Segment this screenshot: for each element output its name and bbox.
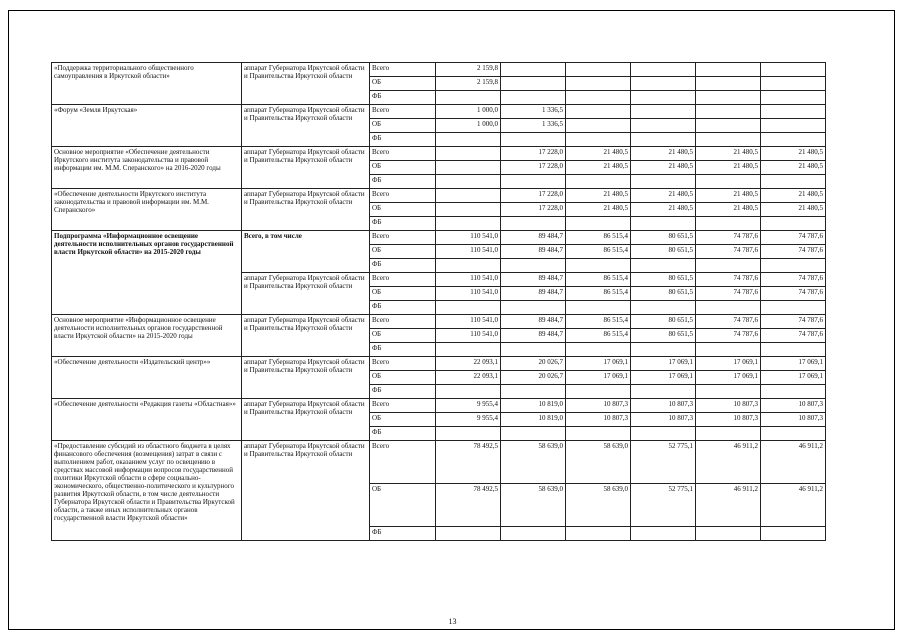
amount-cell bbox=[696, 133, 761, 147]
amount-cell bbox=[631, 77, 696, 91]
amount-cell bbox=[761, 259, 826, 273]
amount-cell bbox=[696, 77, 761, 91]
amount-cell: 86 515,4 bbox=[566, 231, 631, 245]
amount-cell bbox=[631, 105, 696, 119]
amount-cell: 78 492,5 bbox=[436, 441, 501, 484]
amount-cell bbox=[436, 189, 501, 203]
amount-cell: 21 480,5 bbox=[631, 161, 696, 175]
amount-cell bbox=[761, 175, 826, 189]
amount-cell bbox=[566, 105, 631, 119]
amount-cell: 21 480,5 bbox=[761, 189, 826, 203]
amount-cell: 2 159,8 bbox=[436, 77, 501, 91]
funding-source: ФБ bbox=[370, 259, 436, 273]
amount-cell: 17 069,1 bbox=[761, 357, 826, 371]
amount-cell bbox=[696, 259, 761, 273]
amount-cell: 110 541,0 bbox=[436, 231, 501, 245]
amount-cell: 110 541,0 bbox=[436, 287, 501, 301]
amount-cell: 80 651,5 bbox=[631, 287, 696, 301]
amount-cell bbox=[501, 343, 566, 357]
amount-cell: 17 069,1 bbox=[696, 357, 761, 371]
amount-cell: 17 069,1 bbox=[696, 371, 761, 385]
amount-cell: 74 787,6 bbox=[696, 287, 761, 301]
amount-cell bbox=[436, 527, 501, 541]
program-title: Основное мероприятие «Информационное освещение деятельности исполнительных органов государственной власти Иркутской области» на 2015-2020 годы bbox=[52, 315, 242, 357]
amount-cell: 17 228,0 bbox=[501, 161, 566, 175]
amount-cell: 74 787,6 bbox=[761, 273, 826, 287]
amount-cell bbox=[761, 343, 826, 357]
funding-source: ФБ bbox=[370, 343, 436, 357]
table-row bbox=[52, 105, 826, 119]
amount-cell: 10 819,0 bbox=[501, 399, 566, 413]
executor-cell: аппарат Губернатора Иркутской области и Правительства Иркутской области bbox=[242, 63, 370, 105]
executor-cell: аппарат Губернатора Иркутской области и Правительства Иркутской области bbox=[242, 399, 370, 441]
amount-cell bbox=[566, 301, 631, 315]
funding-source: ФБ bbox=[370, 175, 436, 189]
amount-cell: 21 480,5 bbox=[631, 147, 696, 161]
amount-cell: 21 480,5 bbox=[631, 203, 696, 217]
amount-cell: 58 639,0 bbox=[501, 484, 566, 527]
amount-cell: 74 787,6 bbox=[761, 315, 826, 329]
amount-cell: 89 484,7 bbox=[501, 273, 566, 287]
amount-cell bbox=[631, 133, 696, 147]
amount-cell: 74 787,6 bbox=[761, 329, 826, 343]
amount-cell: 10 819,0 bbox=[501, 413, 566, 427]
amount-cell: 17 069,1 bbox=[631, 371, 696, 385]
amount-cell: 80 651,5 bbox=[631, 231, 696, 245]
funding-source: ОБ bbox=[370, 161, 436, 175]
amount-cell: 10 807,3 bbox=[566, 413, 631, 427]
amount-cell: 52 775,1 bbox=[631, 441, 696, 484]
program-title: Основное мероприятие «Обеспечение деятельности Иркутского института законодательства и правовой информации им. М.М. Сперанского» на 2016-2020 годы bbox=[52, 147, 242, 189]
amount-cell: 10 807,3 bbox=[631, 413, 696, 427]
amount-cell: 89 484,7 bbox=[501, 329, 566, 343]
amount-cell: 1 000,0 bbox=[436, 105, 501, 119]
amount-cell: 9 955,4 bbox=[436, 413, 501, 427]
funding-source: ФБ bbox=[370, 301, 436, 315]
program-title: «Обеспечение деятельности «Редакция газеты «Областная»» bbox=[52, 399, 242, 441]
amount-cell: 110 541,0 bbox=[436, 273, 501, 287]
amount-cell: 17 228,0 bbox=[501, 189, 566, 203]
amount-cell bbox=[631, 427, 696, 441]
amount-cell: 17 228,0 bbox=[501, 147, 566, 161]
amount-cell bbox=[436, 217, 501, 231]
amount-cell bbox=[696, 105, 761, 119]
amount-cell: 74 787,6 bbox=[761, 245, 826, 259]
amount-cell: 78 492,5 bbox=[436, 484, 501, 527]
funding-source: Всего bbox=[370, 273, 436, 287]
budget-table bbox=[51, 62, 826, 541]
amount-cell bbox=[631, 301, 696, 315]
funding-source: Всего bbox=[370, 147, 436, 161]
funding-source: ФБ bbox=[370, 91, 436, 105]
executor-cell: Всего, в том числе bbox=[242, 231, 370, 273]
executor-cell: аппарат Губернатора Иркутской области и Правительства Иркутской области bbox=[242, 441, 370, 541]
amount-cell: 89 484,7 bbox=[501, 231, 566, 245]
amount-cell bbox=[501, 259, 566, 273]
amount-cell bbox=[436, 175, 501, 189]
amount-cell bbox=[631, 119, 696, 133]
amount-cell bbox=[436, 161, 501, 175]
amount-cell: 86 515,4 bbox=[566, 315, 631, 329]
amount-cell: 52 775,1 bbox=[631, 484, 696, 527]
table-row bbox=[52, 231, 826, 245]
funding-source: Всего bbox=[370, 105, 436, 119]
amount-cell bbox=[631, 217, 696, 231]
amount-cell bbox=[631, 527, 696, 541]
amount-cell: 74 787,6 bbox=[761, 231, 826, 245]
amount-cell bbox=[631, 63, 696, 77]
amount-cell: 21 480,5 bbox=[566, 161, 631, 175]
amount-cell bbox=[696, 91, 761, 105]
amount-cell bbox=[566, 91, 631, 105]
amount-cell bbox=[631, 385, 696, 399]
executor-cell: аппарат Губернатора Иркутской области и Правительства Иркутской области bbox=[242, 315, 370, 357]
table-row bbox=[52, 399, 826, 413]
amount-cell: 10 807,3 bbox=[631, 399, 696, 413]
amount-cell: 58 639,0 bbox=[566, 484, 631, 527]
amount-cell: 21 480,5 bbox=[631, 189, 696, 203]
amount-cell bbox=[761, 91, 826, 105]
amount-cell bbox=[501, 91, 566, 105]
amount-cell: 74 787,6 bbox=[696, 245, 761, 259]
amount-cell: 89 484,7 bbox=[501, 287, 566, 301]
amount-cell: 10 807,3 bbox=[566, 399, 631, 413]
amount-cell bbox=[501, 301, 566, 315]
amount-cell: 80 651,5 bbox=[631, 245, 696, 259]
funding-source: Всего bbox=[370, 231, 436, 245]
amount-cell bbox=[501, 77, 566, 91]
amount-cell: 10 807,3 bbox=[761, 413, 826, 427]
amount-cell bbox=[761, 301, 826, 315]
program-title: «Поддержка территориального общественного самоуправления в Иркутской области» bbox=[52, 63, 242, 105]
amount-cell bbox=[436, 427, 501, 441]
amount-cell: 21 480,5 bbox=[566, 203, 631, 217]
amount-cell: 21 480,5 bbox=[761, 161, 826, 175]
funding-source: Всего bbox=[370, 189, 436, 203]
amount-cell: 46 911,2 bbox=[761, 441, 826, 484]
amount-cell: 17 228,0 bbox=[501, 203, 566, 217]
amount-cell: 80 651,5 bbox=[631, 315, 696, 329]
amount-cell bbox=[436, 385, 501, 399]
amount-cell: 86 515,4 bbox=[566, 245, 631, 259]
amount-cell: 74 787,6 bbox=[696, 231, 761, 245]
amount-cell: 74 787,6 bbox=[696, 315, 761, 329]
program-title: «Обеспечение деятельности «Издательский центр»» bbox=[52, 357, 242, 399]
executor-cell: аппарат Губернатора Иркутской области и Правительства Иркутской области bbox=[242, 147, 370, 189]
amount-cell bbox=[696, 63, 761, 77]
amount-cell bbox=[501, 385, 566, 399]
amount-cell bbox=[696, 385, 761, 399]
funding-source: ОБ bbox=[370, 77, 436, 91]
amount-cell: 110 541,0 bbox=[436, 315, 501, 329]
funding-source: ОБ bbox=[370, 371, 436, 385]
funding-source: Всего bbox=[370, 357, 436, 371]
amount-cell: 89 484,7 bbox=[501, 245, 566, 259]
amount-cell bbox=[436, 203, 501, 217]
amount-cell: 20 026,7 bbox=[501, 371, 566, 385]
amount-cell: 1 000,0 bbox=[436, 119, 501, 133]
amount-cell: 46 911,2 bbox=[696, 484, 761, 527]
funding-source: ОБ bbox=[370, 484, 436, 527]
amount-cell bbox=[566, 133, 631, 147]
amount-cell bbox=[501, 527, 566, 541]
amount-cell: 58 639,0 bbox=[501, 441, 566, 484]
amount-cell: 74 787,6 bbox=[761, 287, 826, 301]
amount-cell bbox=[631, 91, 696, 105]
funding-source: ФБ bbox=[370, 385, 436, 399]
amount-cell bbox=[761, 105, 826, 119]
amount-cell bbox=[761, 133, 826, 147]
amount-cell: 86 515,4 bbox=[566, 287, 631, 301]
executor-cell: аппарат Губернатора Иркутской области и Правительства Иркутской области bbox=[242, 273, 370, 315]
amount-cell: 17 069,1 bbox=[566, 357, 631, 371]
funding-source: Всего bbox=[370, 63, 436, 77]
amount-cell: 21 480,5 bbox=[696, 161, 761, 175]
program-title: Подпрограмма «Информационное освещение деятельности исполнительных органов государственной власти Иркутской области» на 2015-2020 годы bbox=[52, 231, 242, 315]
amount-cell: 21 480,5 bbox=[696, 189, 761, 203]
funding-source: ФБ bbox=[370, 427, 436, 441]
amount-cell bbox=[436, 259, 501, 273]
amount-cell bbox=[566, 427, 631, 441]
amount-cell: 17 069,1 bbox=[761, 371, 826, 385]
amount-cell bbox=[761, 119, 826, 133]
table-row bbox=[52, 147, 826, 161]
executor-cell: аппарат Губернатора Иркутской области и Правительства Иркутской области bbox=[242, 105, 370, 147]
amount-cell bbox=[436, 301, 501, 315]
funding-source: ОБ bbox=[370, 413, 436, 427]
amount-cell bbox=[761, 527, 826, 541]
amount-cell bbox=[501, 175, 566, 189]
funding-source: ОБ bbox=[370, 203, 436, 217]
amount-cell: 20 026,7 bbox=[501, 357, 566, 371]
funding-source: Всего bbox=[370, 315, 436, 329]
funding-source: Всего bbox=[370, 399, 436, 413]
amount-cell bbox=[566, 119, 631, 133]
executor-cell: аппарат Губернатора Иркутской области и Правительства Иркутской области bbox=[242, 357, 370, 399]
amount-cell bbox=[761, 63, 826, 77]
amount-cell: 21 480,5 bbox=[761, 203, 826, 217]
amount-cell: 86 515,4 bbox=[566, 329, 631, 343]
funding-source: ФБ bbox=[370, 527, 436, 541]
amount-cell bbox=[696, 175, 761, 189]
amount-cell bbox=[501, 427, 566, 441]
amount-cell: 80 651,5 bbox=[631, 273, 696, 287]
page-number: 13 bbox=[448, 617, 457, 626]
amount-cell: 10 807,3 bbox=[696, 413, 761, 427]
table-row bbox=[52, 189, 826, 203]
funding-source: Всего bbox=[370, 441, 436, 484]
amount-cell bbox=[566, 259, 631, 273]
amount-cell bbox=[566, 63, 631, 77]
amount-cell: 74 787,6 bbox=[696, 329, 761, 343]
amount-cell: 58 639,0 bbox=[566, 441, 631, 484]
amount-cell bbox=[566, 343, 631, 357]
amount-cell: 46 911,2 bbox=[696, 441, 761, 484]
amount-cell bbox=[436, 133, 501, 147]
amount-cell: 21 480,5 bbox=[761, 147, 826, 161]
funding-source: ОБ bbox=[370, 245, 436, 259]
amount-cell: 21 480,5 bbox=[566, 189, 631, 203]
funding-source: ФБ bbox=[370, 217, 436, 231]
amount-cell bbox=[566, 527, 631, 541]
amount-cell bbox=[501, 133, 566, 147]
amount-cell bbox=[761, 427, 826, 441]
funding-source: ОБ bbox=[370, 287, 436, 301]
amount-cell: 10 807,3 bbox=[696, 399, 761, 413]
amount-cell bbox=[631, 343, 696, 357]
amount-cell bbox=[696, 343, 761, 357]
funding-source: ОБ bbox=[370, 329, 436, 343]
amount-cell bbox=[436, 147, 501, 161]
amount-cell: 17 069,1 bbox=[631, 357, 696, 371]
amount-cell: 17 069,1 bbox=[566, 371, 631, 385]
amount-cell: 22 093,1 bbox=[436, 357, 501, 371]
funding-source: ОБ bbox=[370, 119, 436, 133]
program-title: «Форум «Земля Иркутская» bbox=[52, 105, 242, 147]
amount-cell: 1 336,5 bbox=[501, 119, 566, 133]
amount-cell: 89 484,7 bbox=[501, 315, 566, 329]
amount-cell bbox=[631, 175, 696, 189]
amount-cell bbox=[501, 63, 566, 77]
table-row bbox=[52, 441, 826, 484]
amount-cell bbox=[566, 175, 631, 189]
table-row bbox=[52, 63, 826, 77]
amount-cell: 2 159,8 bbox=[436, 63, 501, 77]
executor-cell: аппарат Губернатора Иркутской области и Правительства Иркутской области bbox=[242, 189, 370, 231]
amount-cell bbox=[696, 217, 761, 231]
amount-cell bbox=[696, 119, 761, 133]
amount-cell bbox=[436, 91, 501, 105]
amount-cell bbox=[761, 217, 826, 231]
amount-cell bbox=[436, 343, 501, 357]
funding-source: ФБ bbox=[370, 133, 436, 147]
amount-cell: 21 480,5 bbox=[696, 203, 761, 217]
amount-cell bbox=[696, 301, 761, 315]
table-row bbox=[52, 315, 826, 329]
amount-cell bbox=[696, 427, 761, 441]
amount-cell bbox=[566, 77, 631, 91]
amount-cell bbox=[566, 385, 631, 399]
table-row bbox=[52, 357, 826, 371]
amount-cell: 10 807,3 bbox=[761, 399, 826, 413]
amount-cell: 110 541,0 bbox=[436, 329, 501, 343]
amount-cell: 1 336,5 bbox=[501, 105, 566, 119]
amount-cell bbox=[566, 217, 631, 231]
amount-cell: 21 480,5 bbox=[566, 147, 631, 161]
amount-cell bbox=[631, 259, 696, 273]
amount-cell: 9 955,4 bbox=[436, 399, 501, 413]
amount-cell bbox=[761, 385, 826, 399]
amount-cell: 22 093,1 bbox=[436, 371, 501, 385]
amount-cell bbox=[501, 217, 566, 231]
amount-cell: 21 480,5 bbox=[696, 147, 761, 161]
amount-cell: 80 651,5 bbox=[631, 329, 696, 343]
amount-cell: 86 515,4 bbox=[566, 273, 631, 287]
amount-cell bbox=[761, 77, 826, 91]
amount-cell: 110 541,0 bbox=[436, 245, 501, 259]
amount-cell: 46 911,2 bbox=[761, 484, 826, 527]
amount-cell bbox=[696, 527, 761, 541]
amount-cell: 74 787,6 bbox=[696, 273, 761, 287]
program-title: «Предоставление субсидий из областного бюджета в целях финансового обеспечения (возмещения) затрат в связи с выполнением работ, оказанием услуг по освещению в средствах массовой информации вопросов государственной политики Иркутской области в сфере социально-экономического, общественно-политического и культурного развития Иркутской области, в том числе деятельности Губернатора Иркутской области и Правительства Иркутской области, а также иных исполнительных органов государственной власти Иркутской области» bbox=[52, 441, 242, 541]
program-title: «Обеспечение деятельности Иркутского института законодательства и правовой информации им. М.М. Сперанского» bbox=[52, 189, 242, 231]
